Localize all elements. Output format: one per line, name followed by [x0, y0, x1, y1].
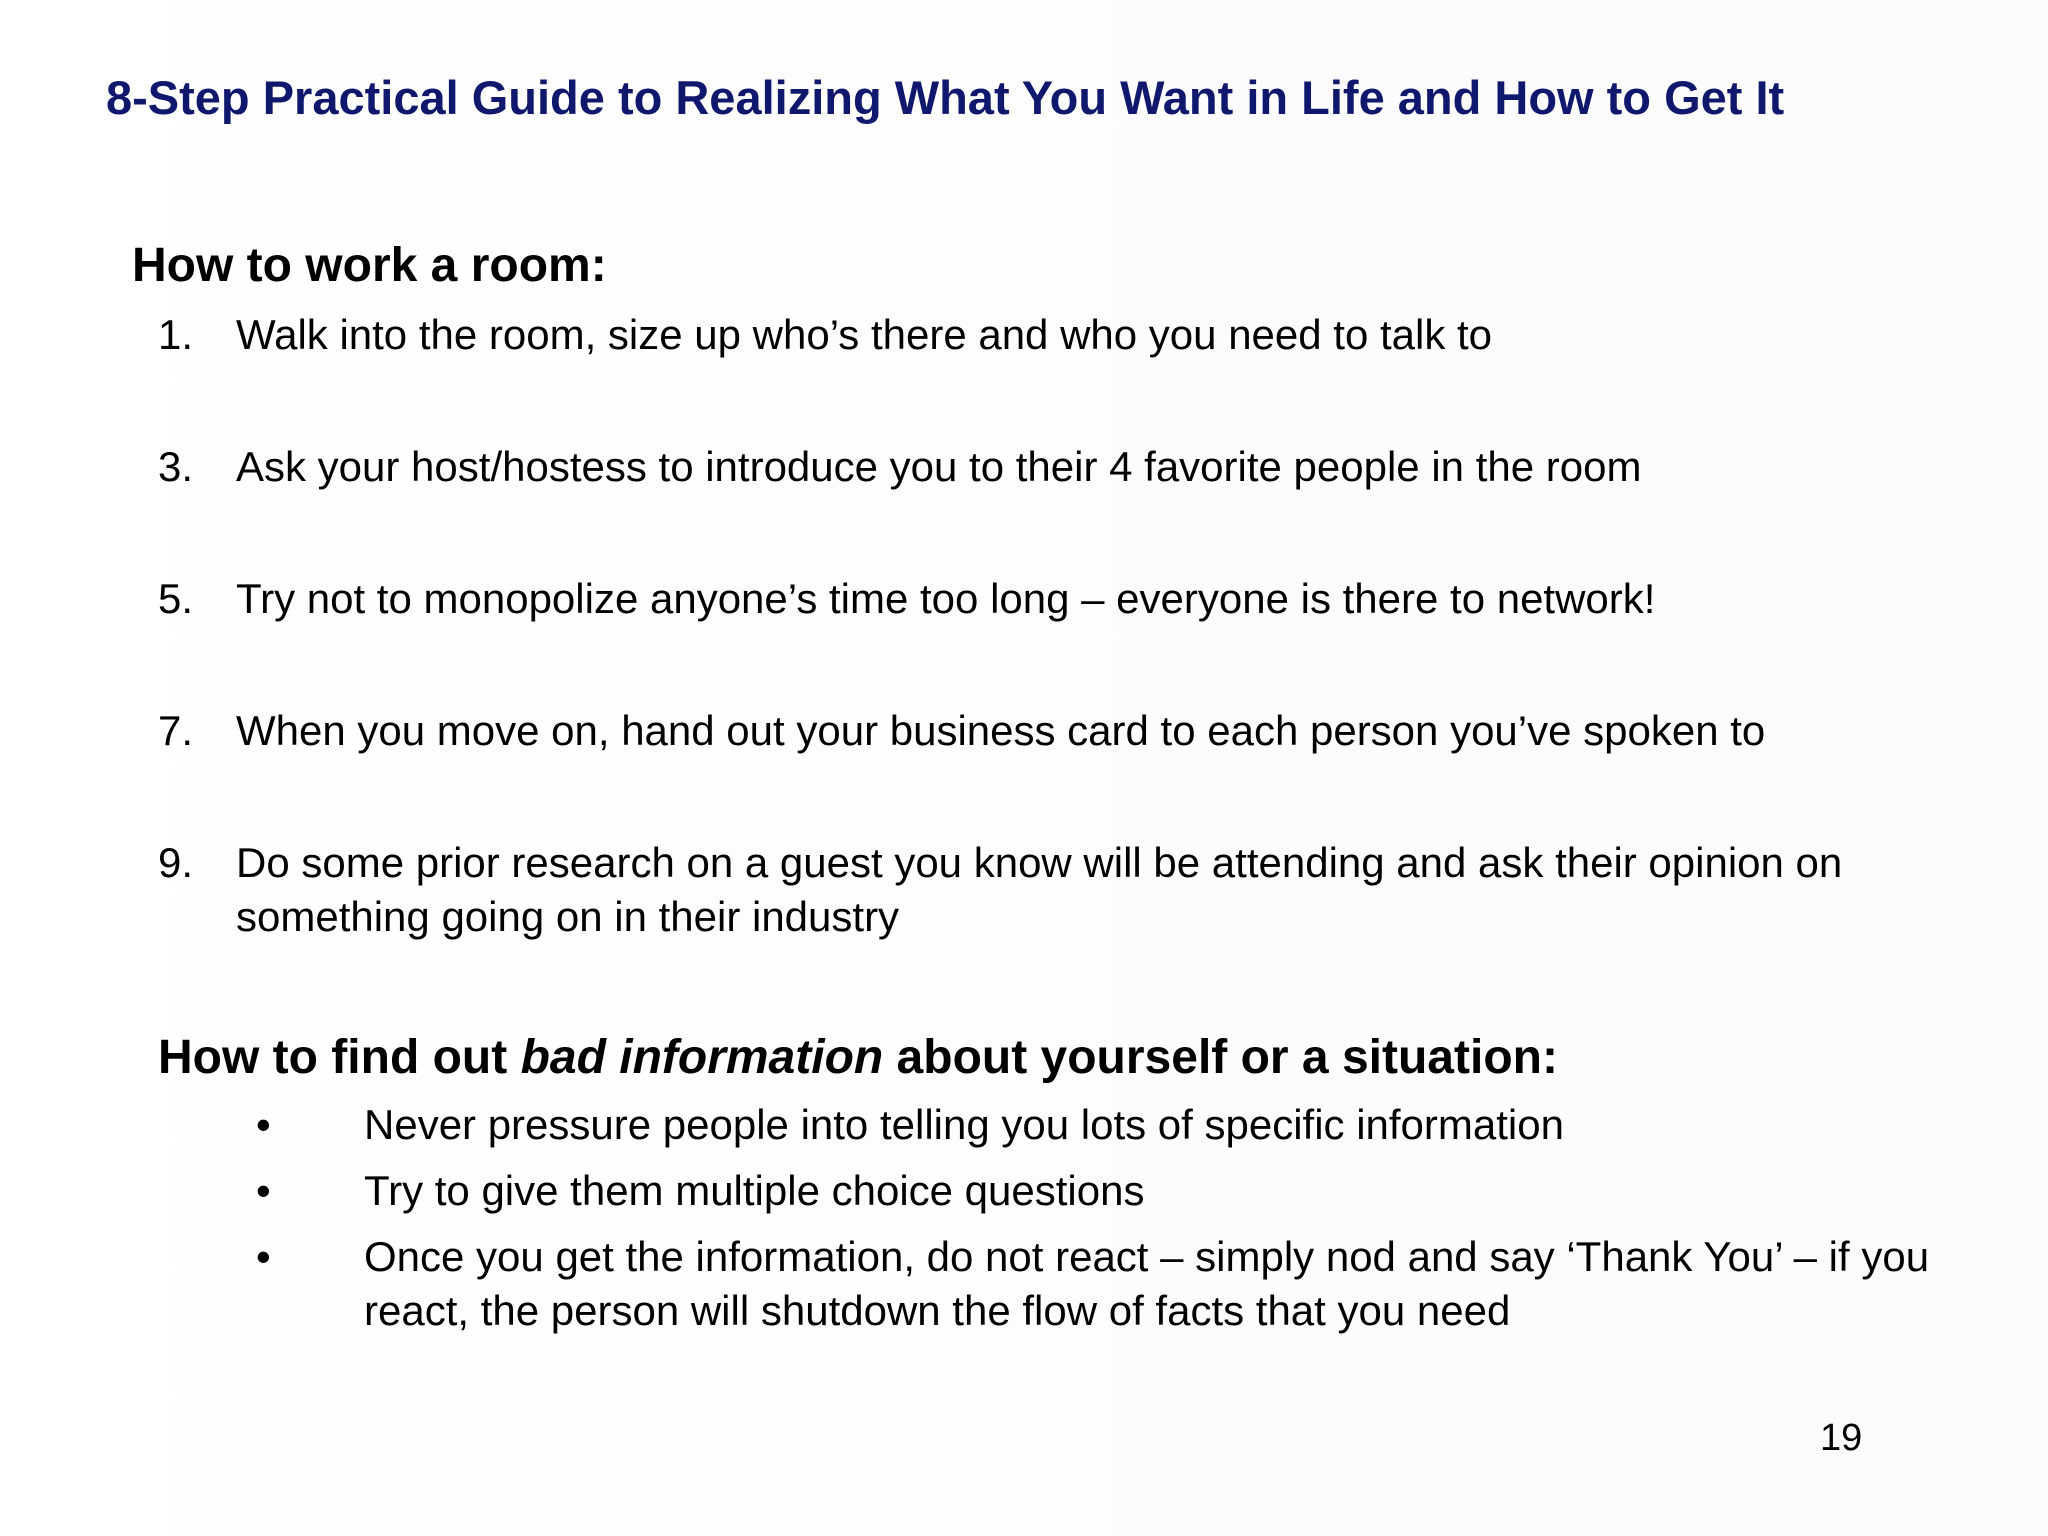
page-number: 19: [1820, 1417, 1863, 1459]
list-item-text: Walk into the room, size up who’s there and who you need to talk to: [236, 311, 1493, 358]
list-item-text: When you move on, hand out your business card to each person you’ve spoken to: [236, 707, 1766, 754]
bullet-icon: •: [256, 1167, 271, 1214]
bullet-text: Once you get the information, do not react – simply nod and say ‘Thank You’ – if you react, the person will shutdown the flow of facts that you need: [364, 1233, 1930, 1334]
list-item-number: 5.: [158, 575, 194, 622]
list-item-number: 1.: [158, 311, 194, 358]
list-item-number: 3.: [158, 443, 194, 490]
heading-emphasis: bad information: [520, 1031, 884, 1084]
list-item-text: Try not to monopolize anyone’s time too long – everyone is there to network!: [236, 575, 1656, 622]
heading-prefix: How to find out: [158, 1031, 521, 1084]
list-item-number: 7.: [158, 707, 194, 754]
section-heading-bad-information: [158, 1028, 1558, 1088]
list-item-text: Do some prior research on a guest you know will be attending and ask their opinion on something going on in their industry: [236, 839, 1843, 940]
bullet-icon: •: [256, 1233, 271, 1280]
list-item-number: 9.: [158, 839, 194, 886]
heading-suffix: about yourself or a situation:: [883, 1031, 1558, 1084]
slide-title: 8-Step Practical Guide to Realizing What You Want in Life and How to Get It: [106, 71, 1785, 124]
list-item-text: Ask your host/hostess to introduce you to their 4 favorite people in the room: [236, 443, 1642, 490]
bullet-icon: •: [256, 1101, 271, 1148]
section-heading-work-room: How to work a room:: [132, 239, 607, 292]
bullet-text: Try to give them multiple choice questions: [364, 1167, 1145, 1214]
bullet-text: Never pressure people into telling you lots of specific information: [364, 1101, 1564, 1148]
